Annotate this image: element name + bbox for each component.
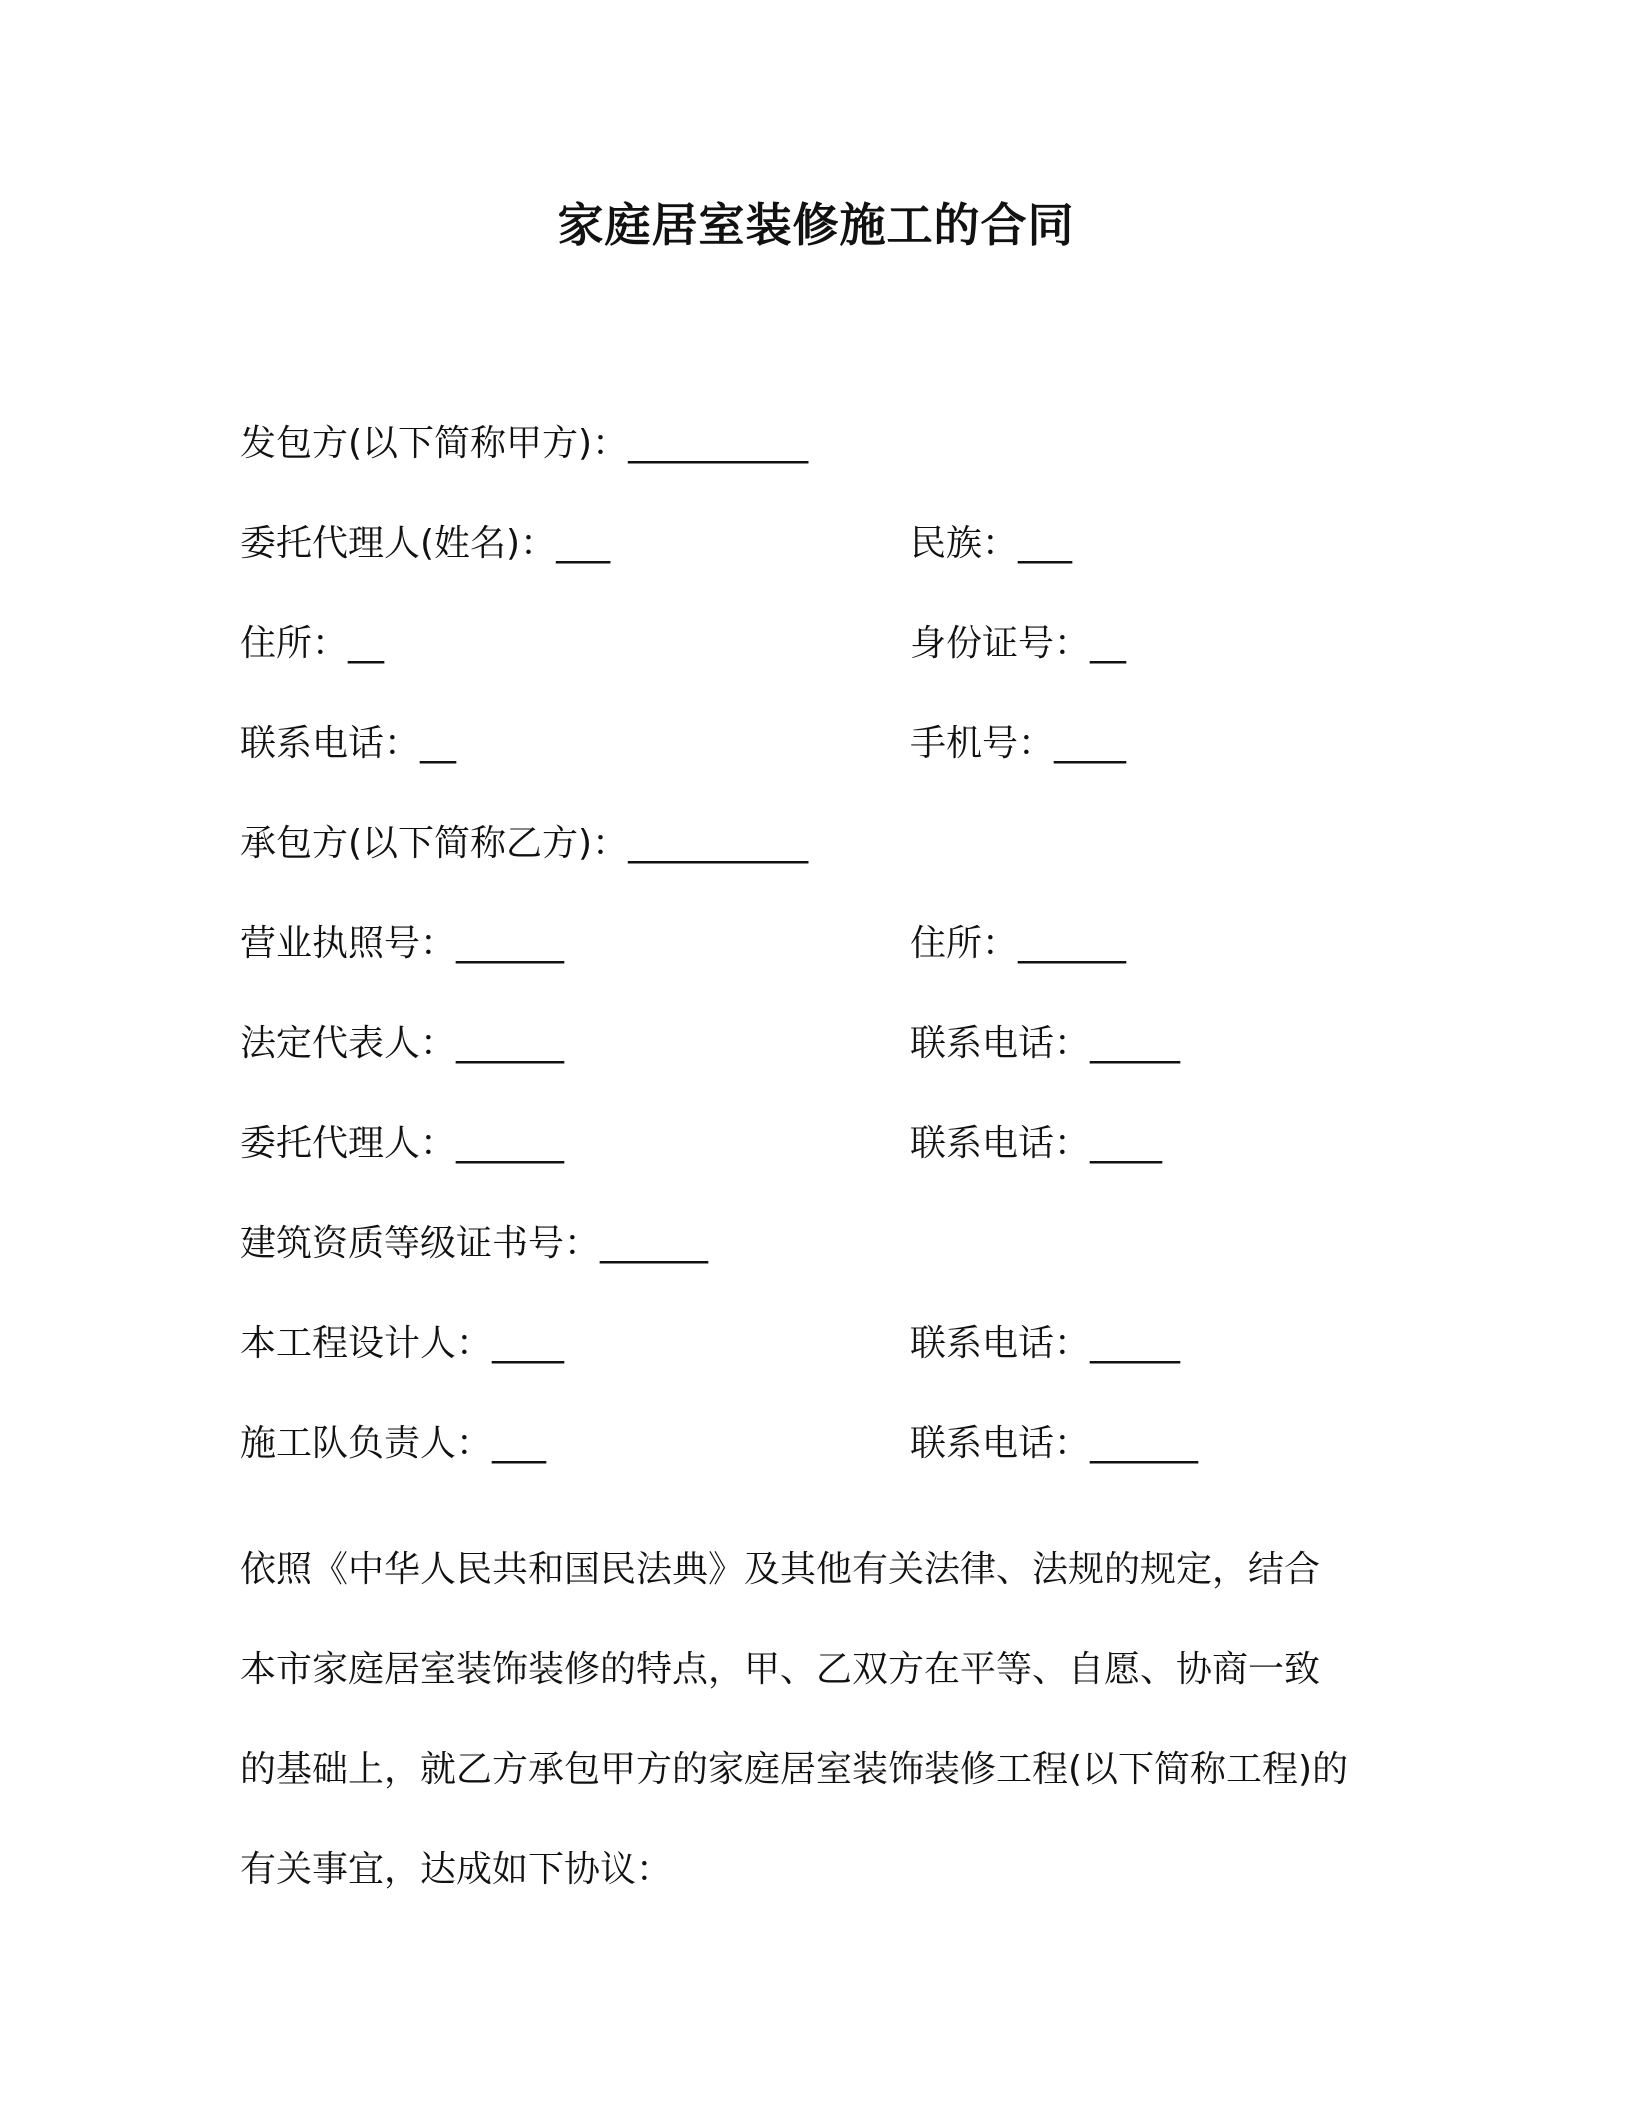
intro-line: 的基础上，就乙方承包甲方的家庭居室装饰装修工程(以下简称工程)的 [240, 1749, 1349, 1790]
field-phone: 联系电话：__ [240, 723, 457, 764]
field-residence: 住所：__ [240, 623, 385, 664]
field-contractor: 承包方(以下简称乙方)：__________ [240, 823, 809, 864]
field-contractor-agent-phone: 联系电话：____ [910, 1123, 1163, 1164]
field-legal-rep-phone: 联系电话：_____ [910, 1023, 1181, 1064]
field-designer-phone: 联系电话：_____ [910, 1323, 1181, 1364]
document-title: 家庭居室装修施工的合同 [557, 198, 1075, 252]
intro-line: 依照《中华人民共和国民法典》及其他有关法律、法规的规定，结合 [240, 1549, 1321, 1590]
field-row-contractor [240, 814, 1440, 874]
field-row-contractor-agent [240, 1114, 1440, 1174]
field-id-number: 身份证号：__ [910, 623, 1127, 664]
field-ethnicity: 民族：___ [910, 523, 1073, 564]
field-contractor-residence: 住所：______ [910, 923, 1127, 964]
field-row-residence [240, 614, 1440, 674]
field-row-qualification [240, 1214, 1440, 1274]
field-team-leader-phone: 联系电话：______ [910, 1423, 1199, 1464]
field-row-team-leader [240, 1414, 1440, 1474]
intro-line: 本市家庭居室装饰装修的特点，甲、乙双方在平等、自愿、协商一致 [240, 1649, 1321, 1690]
intro-line: 有关事宜，达成如下协议： [240, 1849, 673, 1890]
field-designer: 本工程设计人：____ [240, 1323, 565, 1364]
field-mobile: 手机号：____ [910, 723, 1127, 764]
field-row-license [240, 914, 1440, 974]
field-employer: 发包方(以下简称甲方)：__________ [240, 423, 809, 464]
field-team-leader: 施工队负责人：___ [240, 1423, 547, 1464]
field-row-phone [240, 714, 1440, 774]
field-agent-name: 委托代理人(姓名)：___ [240, 523, 611, 564]
field-contractor-agent: 委托代理人：______ [240, 1123, 565, 1164]
intro-paragraph [240, 1520, 1420, 1920]
field-legal-representative: 法定代表人：______ [240, 1023, 565, 1064]
field-row-designer [240, 1314, 1440, 1374]
field-row-employer [240, 414, 1440, 474]
field-row-agent [240, 514, 1440, 574]
field-qualification-cert: 建筑资质等级证书号：______ [240, 1223, 709, 1264]
field-business-license: 营业执照号：______ [240, 923, 565, 964]
field-row-legal-rep [240, 1014, 1440, 1074]
